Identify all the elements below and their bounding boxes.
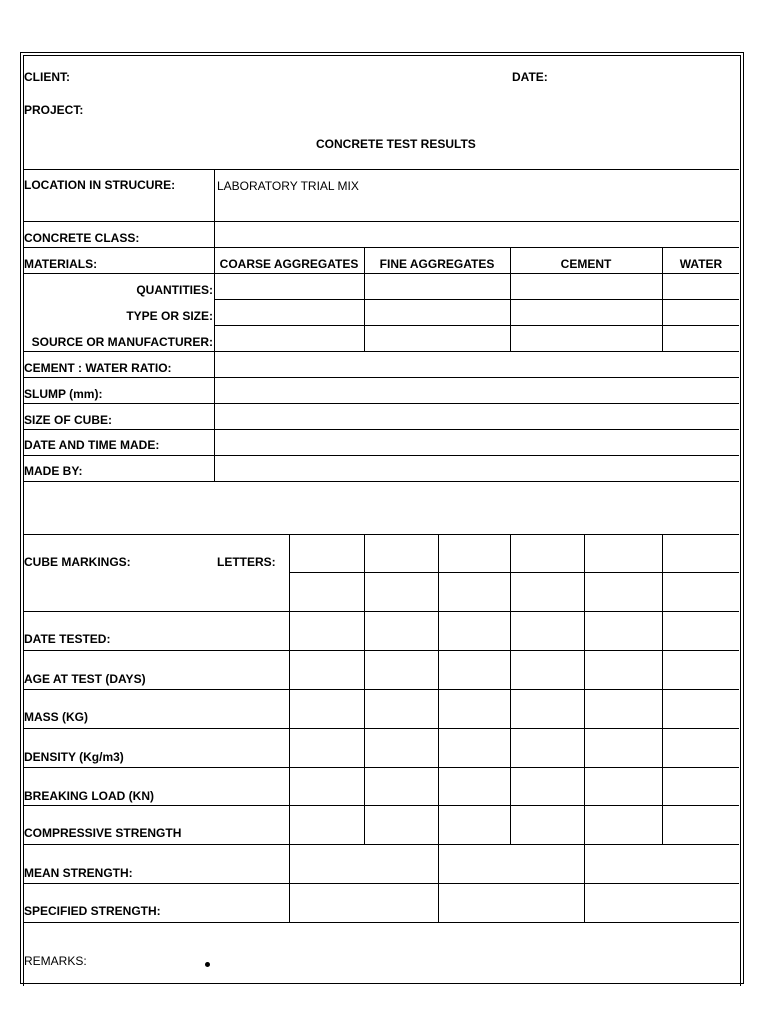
breaking-load-label: BREAKING LOAD (KN): [24, 789, 154, 803]
rule-mix-bottom: [23, 481, 739, 482]
date-label: DATE:: [512, 70, 548, 84]
cement-water-ratio-label: CEMENT : WATER RATIO:: [24, 361, 172, 375]
project-label: PROJECT:: [24, 103, 84, 117]
form-title: CONCRETE TEST RESULTS: [316, 137, 476, 151]
col-fine-aggregates: FINE AGGREGATES: [379, 257, 495, 271]
rule-specified-bottom: [23, 922, 739, 923]
concrete-class-label: CONCRETE CLASS:: [24, 231, 140, 245]
col-water: WATER: [679, 257, 723, 271]
rule-materials-header-bottom: [23, 273, 739, 274]
rule-type-bottom: [214, 325, 739, 326]
client-label: CLIENT:: [24, 70, 70, 84]
rule-location-bottom: [23, 221, 739, 222]
rule-markings-bottom: [23, 611, 739, 612]
remarks-bullet: [205, 962, 210, 967]
letters-label: LETTERS:: [217, 555, 276, 569]
rule-spacer-bottom: [23, 534, 739, 535]
rule-mean-bottom: [23, 883, 739, 884]
rule-cube-row-1: [23, 650, 739, 651]
col-coarse-aggregates: COARSE AGGREGATES: [219, 257, 359, 271]
col-cement: CEMENT: [560, 257, 612, 271]
mass-label: MASS (KG): [24, 710, 88, 724]
form-inner-border: [23, 55, 741, 986]
mean-strength-label: MEAN STRENGTH:: [24, 866, 133, 880]
rule-mix-1: [23, 377, 739, 378]
materials-label: MATERIALS:: [24, 257, 98, 271]
cube-markings-label: CUBE MARKINGS:: [24, 555, 131, 569]
density-label: DENSITY (Kg/m3): [24, 750, 124, 764]
remarks-label: REMARKS:: [24, 954, 87, 968]
rule-materials-bottom: [23, 351, 739, 352]
specified-strength-label: SPECIFIED STRENGTH:: [24, 904, 161, 918]
compressive-strength-label: COMPRESSIVE STRENGTH: [24, 826, 182, 840]
made-by-label: MADE BY:: [24, 464, 83, 478]
date-time-made-label: DATE AND TIME MADE:: [24, 438, 160, 452]
location-label: LOCATION IN STRUCURE:: [24, 178, 176, 192]
rule-mix-4: [23, 455, 739, 456]
rule-mix-3: [23, 429, 739, 430]
rule-cube-row-2: [23, 689, 739, 690]
location-value: LABORATORY TRIAL MIX: [217, 179, 359, 193]
rule-cube-row-3: [23, 728, 739, 729]
rule-cube-row-4: [23, 767, 739, 768]
rule-quantities-bottom: [214, 299, 739, 300]
size-of-cube-label: SIZE OF CUBE:: [24, 413, 113, 427]
quantities-label: QUANTITIES:: [136, 283, 213, 297]
rule-mix-2: [23, 403, 739, 404]
age-at-test-label: AGE AT TEST (DAYS): [24, 672, 146, 686]
rule-cube-row-5: [23, 805, 739, 806]
type-or-size-label: TYPE OR SIZE:: [126, 309, 213, 323]
rule-cube-row-6: [23, 844, 739, 845]
rule-class-bottom: [23, 247, 739, 248]
rule-letters-mid: [289, 572, 739, 573]
source-label: SOURCE OR MANUFACTURER:: [31, 335, 213, 349]
slump-label: SLUMP (mm):: [24, 387, 103, 401]
date-tested-label: DATE TESTED:: [24, 632, 111, 646]
rule-header-bottom: [23, 169, 739, 170]
